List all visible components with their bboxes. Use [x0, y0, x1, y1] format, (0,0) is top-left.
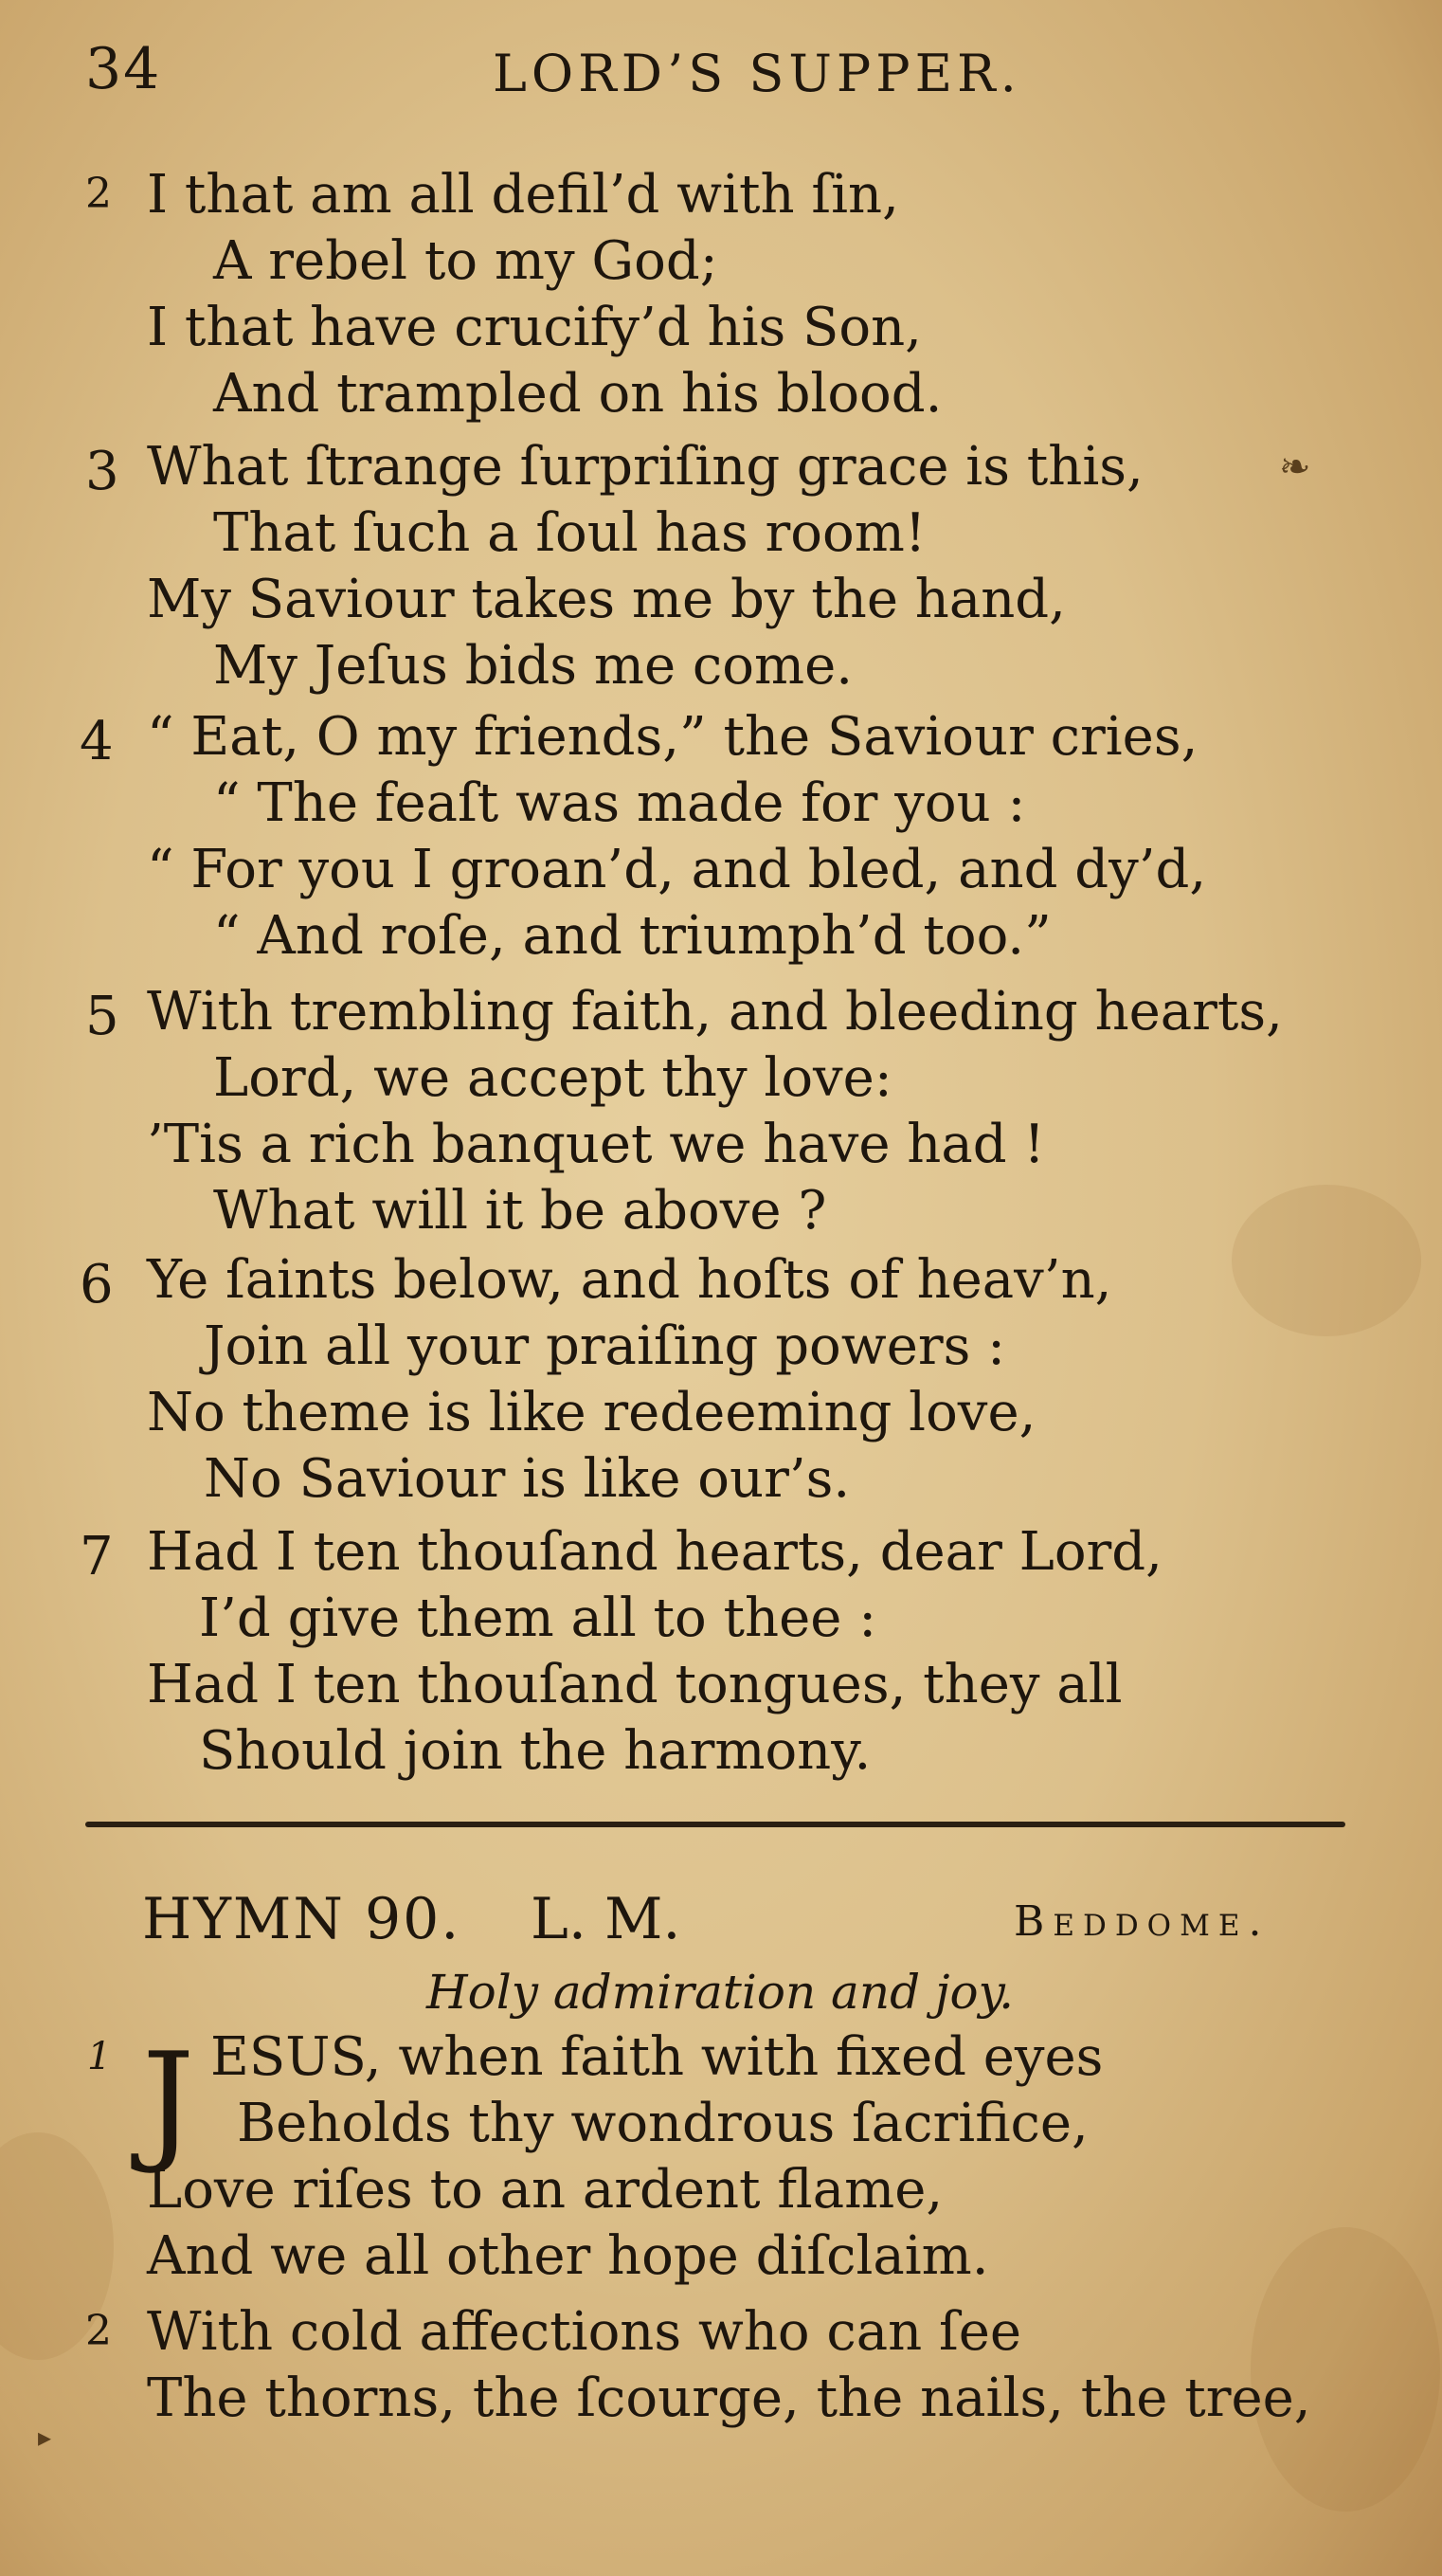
verse-line: And trampled on his blood. — [213, 363, 943, 425]
verse-line: No Saviour is like our’s. — [204, 1448, 851, 1510]
verse-number: 7 — [80, 1526, 114, 1587]
verse-line: My Jeſus bids me come. — [213, 635, 854, 697]
verse-number: 6 — [80, 1254, 114, 1315]
verse-line: A rebel to my God; — [213, 230, 718, 292]
verse-line: I’d give them all to thee : — [199, 1587, 877, 1649]
verse-line: And we all other hope diſclaim. — [147, 2225, 989, 2287]
verse-line: With cold affections who can ſee — [147, 2301, 1022, 2363]
running-title: LORD’S SUPPER. — [493, 44, 1021, 103]
drop-cap: J — [142, 2024, 195, 2177]
verse-line: Ye ſaints below, and hoſts of heav’n, — [147, 1249, 1112, 1311]
hymn-subtitle: Holy admiration and joy. — [426, 1965, 1015, 2020]
verse-line: “ For you I groan’d, and bled, and dy’d, — [147, 839, 1207, 900]
verse-number: 2 — [85, 170, 112, 218]
verse-line: I that am all defil’d with ſin, — [147, 164, 899, 226]
verse-line: With trembling faith, and bleeding hearts, — [147, 981, 1283, 1043]
verse-line: ’Tis a rich banquet we have had ! — [147, 1114, 1045, 1175]
verse-number: 2 — [85, 2307, 112, 2355]
verse-line: Beholds thy wondrous ſacrifice, — [237, 2093, 1089, 2154]
verse-line: ESUS, when faith with fixed eyes — [210, 2026, 1104, 2088]
verse-number: 1 — [87, 2035, 112, 2078]
verse-line: I that have crucify’d his Son, — [147, 297, 922, 358]
verse-line: What ſtrange ſurpriſing grace is this, — [147, 436, 1144, 498]
verse-line: No theme is like redeeming love, — [147, 1382, 1036, 1443]
verse-line: Love riſes to an ardent flame, — [147, 2159, 944, 2221]
verse-line: What will it be above ? — [213, 1180, 827, 1242]
verse-line: Lord, we accept thy love: — [213, 1047, 892, 1109]
verse-line: The thorns, the ſcourge, the nails, the tree, — [147, 2367, 1311, 2429]
hymn-author: Beddome. — [1014, 1897, 1271, 1946]
verse-line: Join all your praiſing powers : — [204, 1315, 1006, 1377]
verse-line: Had I ten thouſand tongues, they all — [147, 1654, 1123, 1715]
section-divider — [85, 1822, 1345, 1827]
verse-number: 5 — [85, 986, 119, 1047]
page-header — [85, 36, 1317, 121]
verse-line: “ And roſe, and triumph’d too.” — [213, 905, 1052, 967]
paper-stain — [1232, 1185, 1421, 1336]
verse-line: “ Eat, O my friends,” the Saviour cries, — [147, 706, 1199, 768]
page-number: 34 — [85, 36, 162, 102]
verse-number: 4 — [80, 711, 114, 772]
verse-line: Had I ten thouſand hearts, dear Lord, — [147, 1521, 1163, 1583]
edge-mark: ▸ — [38, 2422, 52, 2453]
verse-line: That ſuch a ſoul has room! — [213, 502, 927, 564]
verse-line: My Saviour takes me by the hand, — [147, 569, 1066, 630]
hymn-meter: L. M. — [531, 1886, 681, 1952]
verse-line: “ The feaſt was made for you : — [213, 772, 1026, 834]
verse-line: Should join the harmony. — [199, 1720, 872, 1782]
hymn-title: HYMN 90. — [142, 1886, 461, 1952]
verse-number: 3 — [85, 441, 119, 502]
edge-mark: ❧ — [1279, 445, 1311, 489]
